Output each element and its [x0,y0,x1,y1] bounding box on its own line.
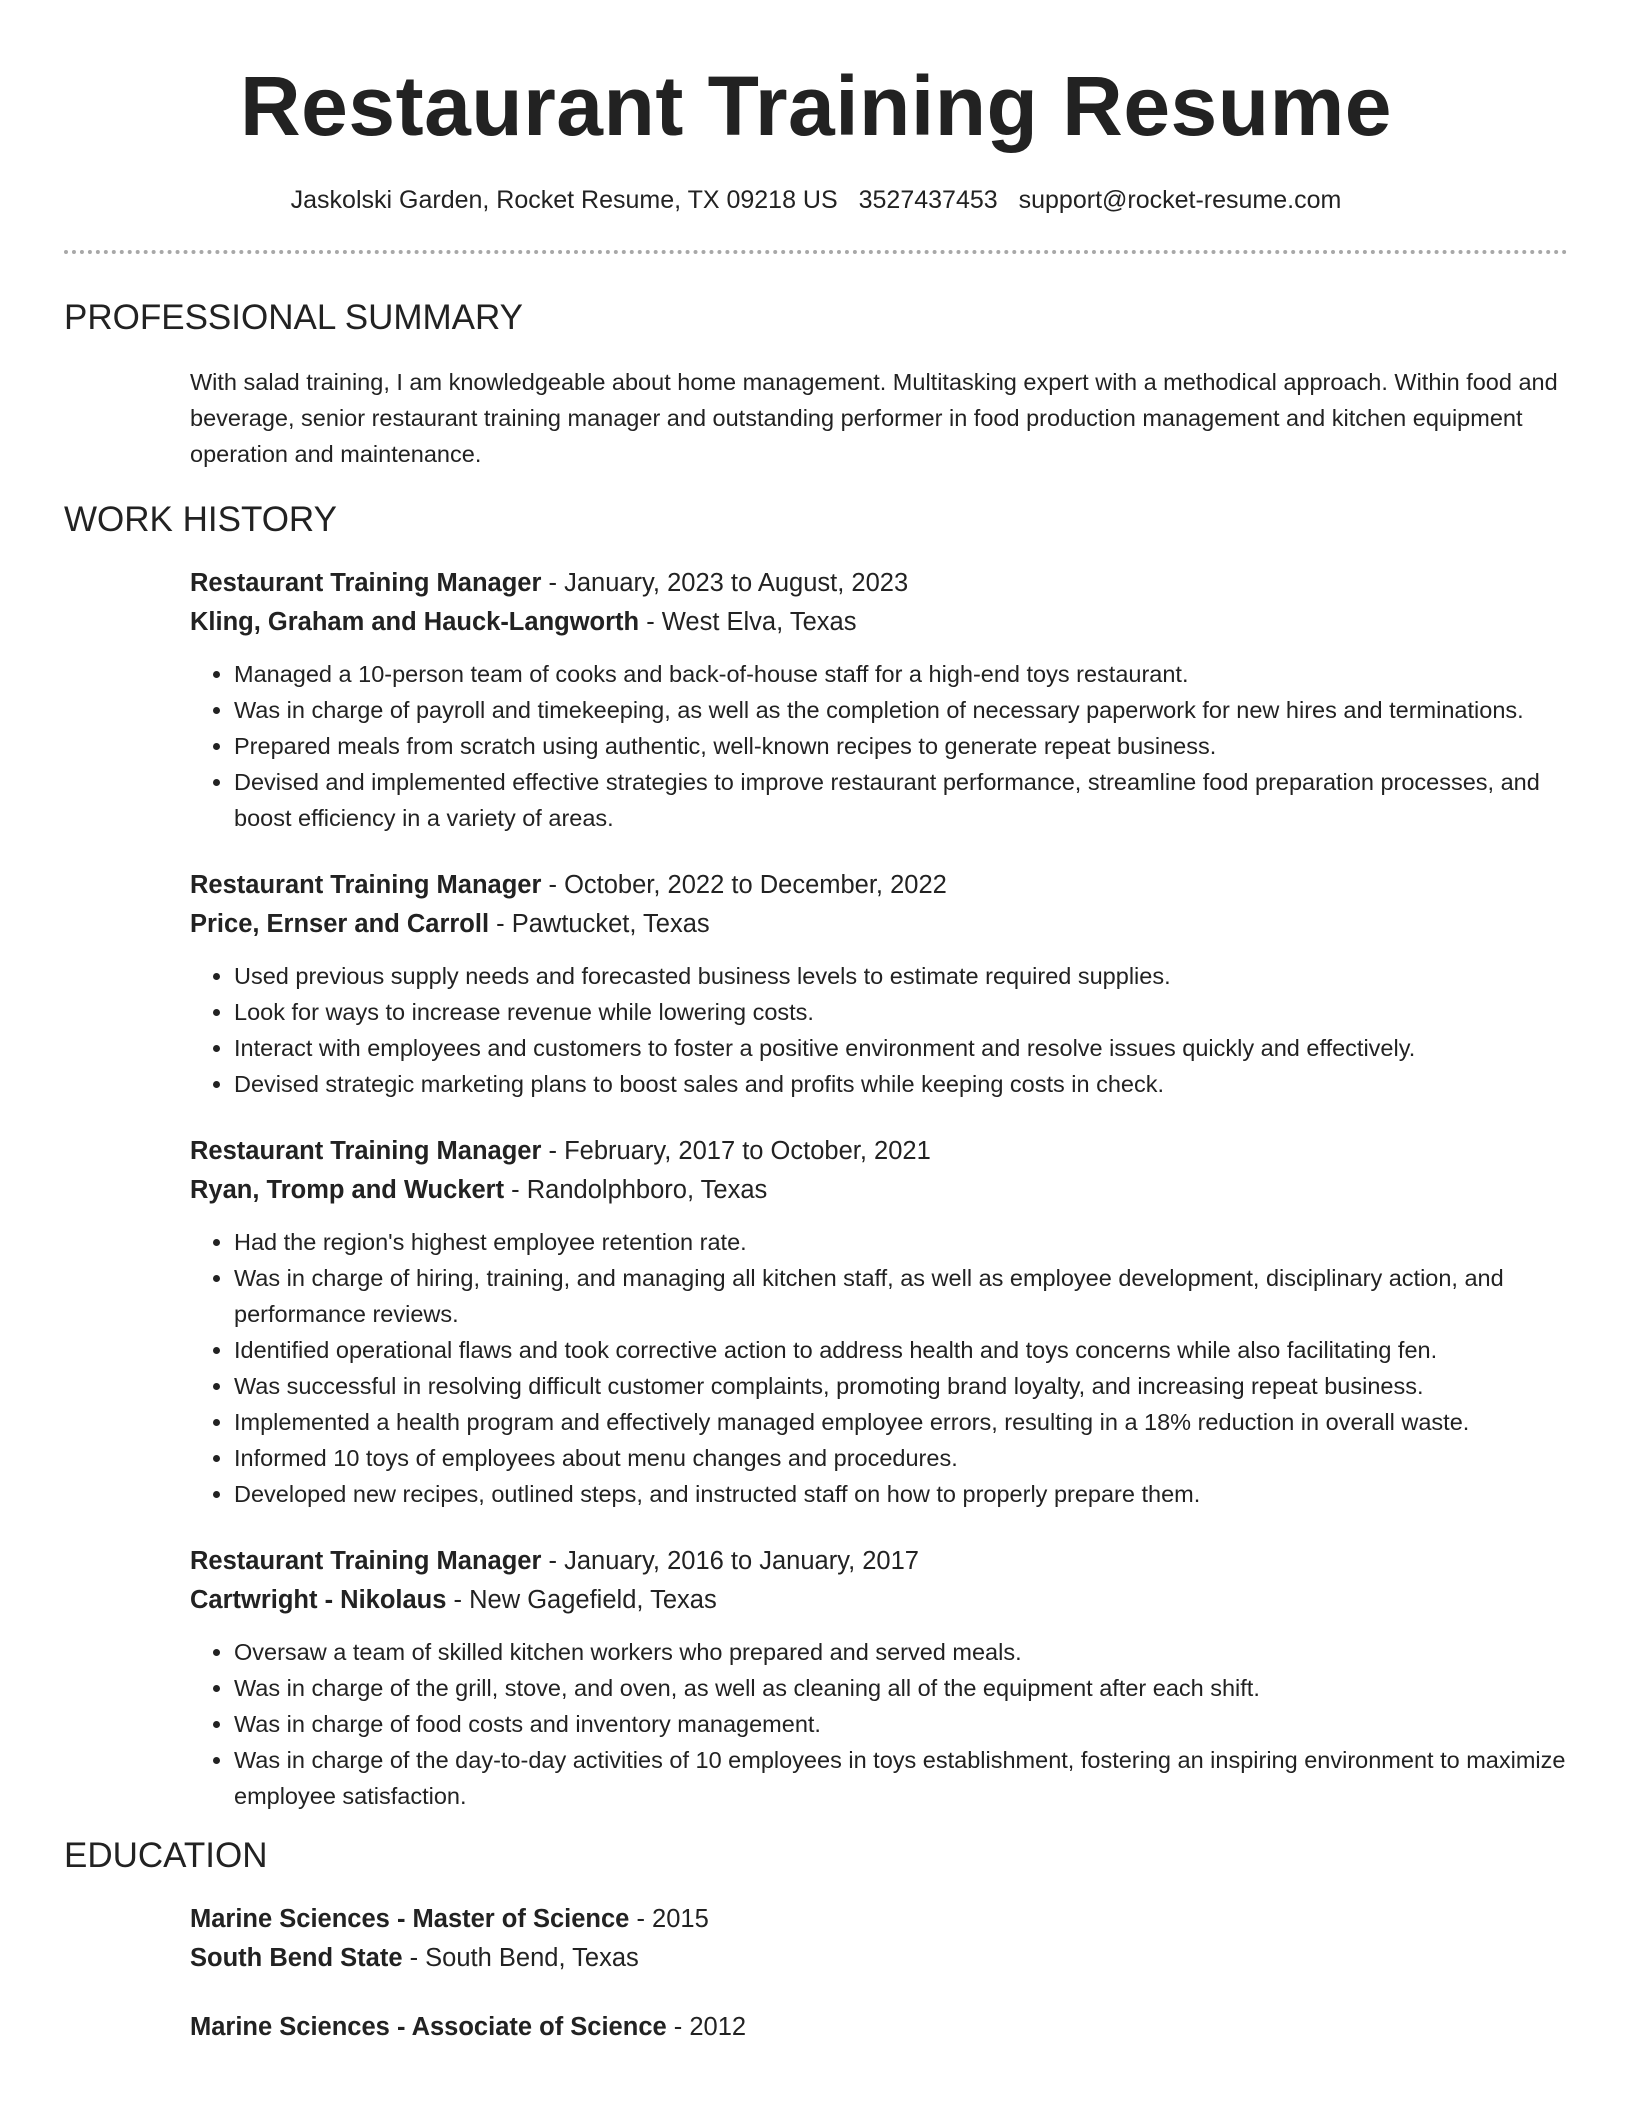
job-role: Restaurant Training Manager [190,1137,542,1165]
contact-phone: 3527437453 [858,186,998,214]
job-role: Restaurant Training Manager [190,1547,542,1575]
job-bullets [190,1224,1568,1512]
job-bullet: • Was in charge of food costs and inventory management. [234,1706,1568,1742]
job-bullet: • Managed a 10-person team of cooks and back-of-house staff for a high-end toys restaurant. [234,656,1568,692]
resume-title: Restaurant Training Resume [240,59,1392,153]
job-company-line [190,905,1568,944]
job-title-line [190,1132,1568,1171]
job-bullet: • Was in charge of hiring, training, and managing all kitchen staff, as well as employee development, disciplinary action, and performance reviews. [234,1260,1568,1332]
job-bullet: • Implemented a health program and effectively managed employee errors, resulting in a 18% reduction in overall waste. [234,1404,1568,1440]
job-company: Kling, Graham and Hauck-Langworth [190,608,640,636]
job-bullet: • Was successful in resolving difficult customer complaints, promoting brand loyalty, and increasing repeat business. [234,1368,1568,1404]
job-bullets [190,958,1568,1102]
education-school: South Bend State [190,1944,403,1972]
education-year: - 2012 [666,2013,747,2041]
job-company-line [190,1171,1568,1210]
header-divider [64,250,1568,254]
contact-address: Jaskolski Garden, Rocket Resume, TX 09218 US [290,186,838,214]
job-bullet: • Look for ways to increase revenue while lowering costs. [234,994,1568,1030]
job-title-line [190,866,1568,905]
job-location: - Pawtucket, Texas [489,910,710,938]
contact-line [0,184,1632,216]
resume-content [64,296,1568,2047]
summary-heading: PROFESSIONAL SUMMARY [64,298,523,337]
education-school-line [190,1939,1568,1978]
job-company-line [190,603,1568,642]
contact-email: support@rocket-resume.com [1018,186,1342,214]
job-location: - New Gagefield, Texas [446,1586,717,1614]
job-bullet: • Was in charge of payroll and timekeeping, as well as the completion of necessary paperwork for new hires and terminations. [234,692,1568,728]
education-degree-line [190,1900,1568,1939]
job-company-line [190,1581,1568,1620]
job-bullet: • Informed 10 toys of employees about menu changes and procedures. [234,1440,1568,1476]
education-location: - South Bend, Texas [402,1944,639,1972]
job-entry [190,564,1568,836]
education-year: - 2015 [629,1905,709,1933]
job-bullet: • Prepared meals from scratch using authentic, well-known recipes to generate repeat business. [234,728,1568,764]
job-company: Price, Ernser and Carroll [190,910,490,938]
work-history-heading: WORK HISTORY [64,500,337,539]
job-entry [190,1542,1568,1814]
job-bullet: • Developed new recipes, outlined steps, and instructed staff on how to properly prepare them. [234,1476,1568,1512]
job-bullet: • Was in charge of the day-to-day activities of 10 employees in toys establishment, fostering an inspiring environment to maximize employee satisfaction. [234,1742,1568,1814]
job-dates: - January, 2023 to August, 2023 [541,569,909,597]
education-degree: Marine Sciences - Master of Science [190,1905,630,1933]
education-degree-line [190,2008,1568,2047]
job-title-line [190,1542,1568,1581]
job-bullet: • Had the region's highest employee retention rate. [234,1224,1568,1260]
job-role: Restaurant Training Manager [190,871,542,899]
job-bullet: • Devised strategic marketing plans to boost sales and profits while keeping costs in check. [234,1066,1568,1102]
job-role: Restaurant Training Manager [190,569,542,597]
education-heading: EDUCATION [64,1836,268,1875]
job-entry [190,1132,1568,1512]
job-company: Ryan, Tromp and Wuckert [190,1176,505,1204]
job-bullet: • Interact with employees and customers to foster a positive environment and resolve issues quickly and effectively. [234,1030,1568,1066]
job-location: - West Elva, Texas [639,608,857,636]
job-location: - Randolphboro, Texas [504,1176,768,1204]
job-bullets [190,656,1568,836]
job-title-line [190,564,1568,603]
job-bullet: • Devised and implemented effective strategies to improve restaurant performance, streamline food preparation processes, and boost efficiency in a variety of areas. [234,764,1568,836]
job-entry [190,866,1568,1102]
job-company: Cartwright - Nikolaus [190,1586,447,1614]
education-entry [190,2008,1568,2047]
education-degree: Marine Sciences - Associate of Science [190,2013,667,2041]
job-dates: - February, 2017 to October, 2021 [541,1137,931,1165]
job-bullet: • Identified operational flaws and took corrective action to address health and toys concerns while also facilitating fen. [234,1332,1568,1368]
education-entry [190,1900,1568,1978]
job-bullet: • Was in charge of the grill, stove, and oven, as well as cleaning all of the equipment after each shift. [234,1670,1568,1706]
job-dates: - January, 2016 to January, 2017 [541,1547,919,1575]
summary-text: With salad training, I am knowledgeable about home management. Multitasking expert with a methodical approach. Within food and beverage, senior restaurant training manager and outstanding performer in food production management and kitchen equipment operation and maintenance. [190,369,1558,467]
job-bullet: • Oversaw a team of skilled kitchen workers who prepared and served meals. [234,1634,1568,1670]
job-bullets [190,1634,1568,1814]
job-dates: - October, 2022 to December, 2022 [541,871,947,899]
job-bullet: • Used previous supply needs and forecasted business levels to estimate required supplies. [234,958,1568,994]
